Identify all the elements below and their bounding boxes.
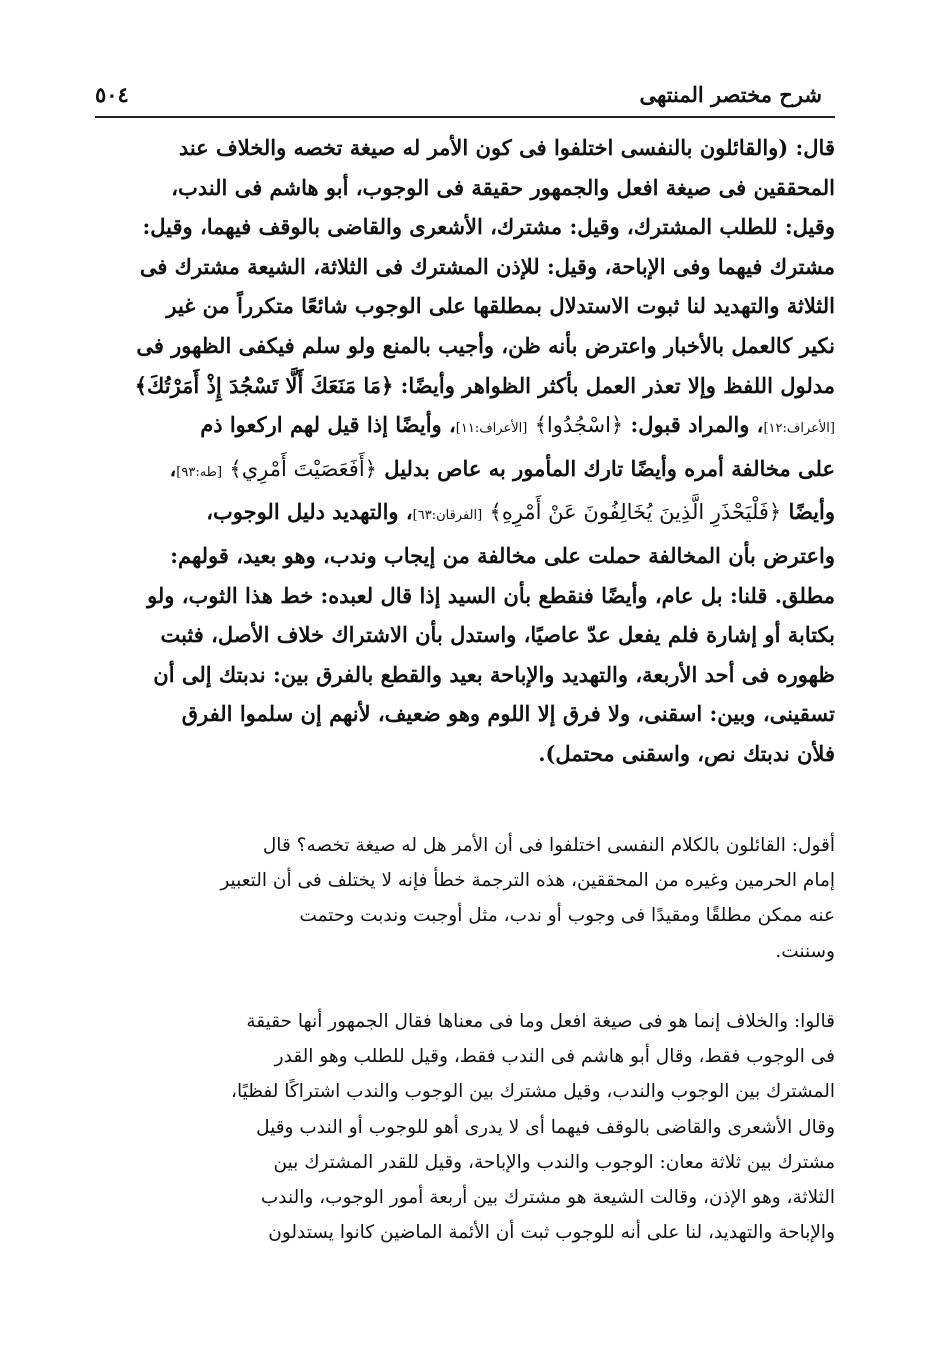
text-line: تسقينى، وبين: اسقنى، ولا فرق إلا اللوم وهو ضعيف، لأنهم إن سلموا الفرق	[181, 701, 835, 727]
text-line: وقال الأشعرى والقاضى بالوقف فيهما أى لا يدرى أهو للوجوب أو الندب وقيل	[256, 1116, 835, 1138]
running-title: شرح مختصر المنتهى	[639, 82, 822, 107]
text-line: ظهوره فى أحد الأربعة، والتهديد والإباحة بعيد والقطع بالفرق بين: ندبتك إلى أن	[153, 661, 835, 687]
text-line: مدلول اللفظ وإلا تعذر العمل بأكثر الظواهر وأيضًا: ﴿مَا مَنَعَكَ أَلَّا تَسْجُدَ إِذْ أَمَرْتُكَ﴾	[134, 372, 835, 398]
quoted-matn	[95, 128, 835, 774]
quran-verse: ﴿اسْجُدُوا﴾	[534, 413, 624, 438]
text-segment: وأيضًا	[781, 499, 835, 525]
verse-reference: [طه:٩٣]	[176, 464, 223, 480]
text-segment: على مخالفة أمره وأيضًا تارك المأمور به عاص بدليل	[376, 455, 835, 481]
text-line: والإباحة والتهديد، لنا على أنه للوجوب ثبت أن الأئمة الماضين كانوا يستدلون	[268, 1222, 835, 1244]
commentary-paragraph	[95, 828, 835, 969]
text-line: الثلاثة، وهو الإذن، وقالت الشيعة هو مشترك بين أربعة أمور الوجوب، والندب	[260, 1187, 835, 1209]
text-segment: ، والمراد قبول:	[623, 412, 764, 438]
text-line	[95, 449, 835, 493]
text-line: المحققين فى صيغة افعل والجمهور حقيقة فى الوجوب، أبو هاشم فى الندب،	[171, 174, 835, 200]
text-line	[95, 492, 835, 536]
text-line	[95, 405, 835, 449]
text-line: وسننت.	[775, 940, 835, 962]
text-line: مشترك بين ثلاثة معان: الوجوب والندب والإباحة، وقيل للقدر المشترك بين	[273, 1151, 835, 1173]
verse-reference: [الأعراف:١١]	[455, 421, 528, 437]
header-rule	[95, 116, 835, 118]
text-line: مشترك فيهما وفى الإباحة، وقيل: للإذن المشترك فى الثلاثة، الشيعة مشترك فى	[139, 253, 835, 279]
text-segment: ،	[169, 455, 177, 481]
text-line: قالوا: والخلاف إنما هو فى صيغة افعل وما فى معناها فقال الجمهور أنها حقيقة	[246, 1011, 835, 1032]
text-line: الثلاثة والتهديد لنا ثبوت الاستدلال بمطلقها على الوجوب شائعًا متكرراً من غير	[166, 293, 835, 319]
text-line: فى الوجوب فقط، وقال أبو هاشم فى الندب فقط، وقيل للطلب وهو القدر	[274, 1046, 835, 1068]
text-line: وقيل: للطلب المشترك، وقيل: مشترك، الأشعرى والقاضى بالوقف فيهما، وقيل:	[142, 214, 835, 240]
verse-reference: [الأعراف:١٢]	[763, 421, 835, 437]
text-line: قال: (والقائلون بالنفسى اختلفوا فى كون الأمر له صيغة تخصه والخلاف عند	[178, 135, 835, 160]
text-line: أقول: القائلون بالكلام النفسى اختلفوا فى أن الأمر هل له صيغة تخصه؟ قال	[262, 835, 835, 856]
text-line: عنه ممكن مطلقًا ومقيدًا فى وجوب أو ندب، مثل أوجبت وندبت وحتمت	[299, 905, 835, 927]
page-number: ٥٠٤	[95, 82, 129, 107]
text-line: مطلق. قلنا: بل عام، وأيضًا فنقطع بأن السيد إذا قال لعبده: خط هذا الثوب، ولو	[147, 582, 835, 608]
text-segment: ، والتهديد دليل الوجوب،	[206, 499, 413, 525]
quran-verse: ﴿أَفَعَصَيْتَ أَمْرِي﴾	[229, 456, 377, 481]
text-line: إمام الحرمين وغيره من المحققين، هذه الترجمة خطأ فإنه لا يختلف فى أن التعبير	[220, 870, 835, 892]
text-line: نكير كالعمل بالأخبار واعترض بأنه ظن، وأجيب بالمنع ولو سلم فيكفى الظهور فى	[136, 332, 835, 358]
text-segment: ، وأيضًا إذا قيل لهم اركعوا ذم	[200, 412, 456, 438]
text-line: فلأن ندبتك نص، واسقنى محتمل).	[538, 740, 835, 766]
quran-verse: ﴿فَلْيَحْذَرِ الَّذِينَ يُخَالِفُونَ عَنْ أَمْرِهِ﴾	[489, 500, 782, 525]
text-line: واعترض بأن المخالفة حملت على مخالفة من إيجاب وندب، وهو بعيد، قولهم:	[170, 542, 835, 568]
commentary-paragraph	[95, 1004, 835, 1250]
verse-reference: [الفرقان:٦٣]	[412, 508, 483, 524]
page-header	[95, 78, 822, 112]
text-line: بكتابة أو إشارة فلم يفعل عدّ عاصيًا، واستدل بأن الاشتراك خلاف الأصل، فثبت	[160, 622, 835, 648]
text-line: المشترك بين الوجوب والندب، وقيل مشترك بين الوجوب والندب اشتراكًا لفظيًا،	[231, 1081, 835, 1103]
